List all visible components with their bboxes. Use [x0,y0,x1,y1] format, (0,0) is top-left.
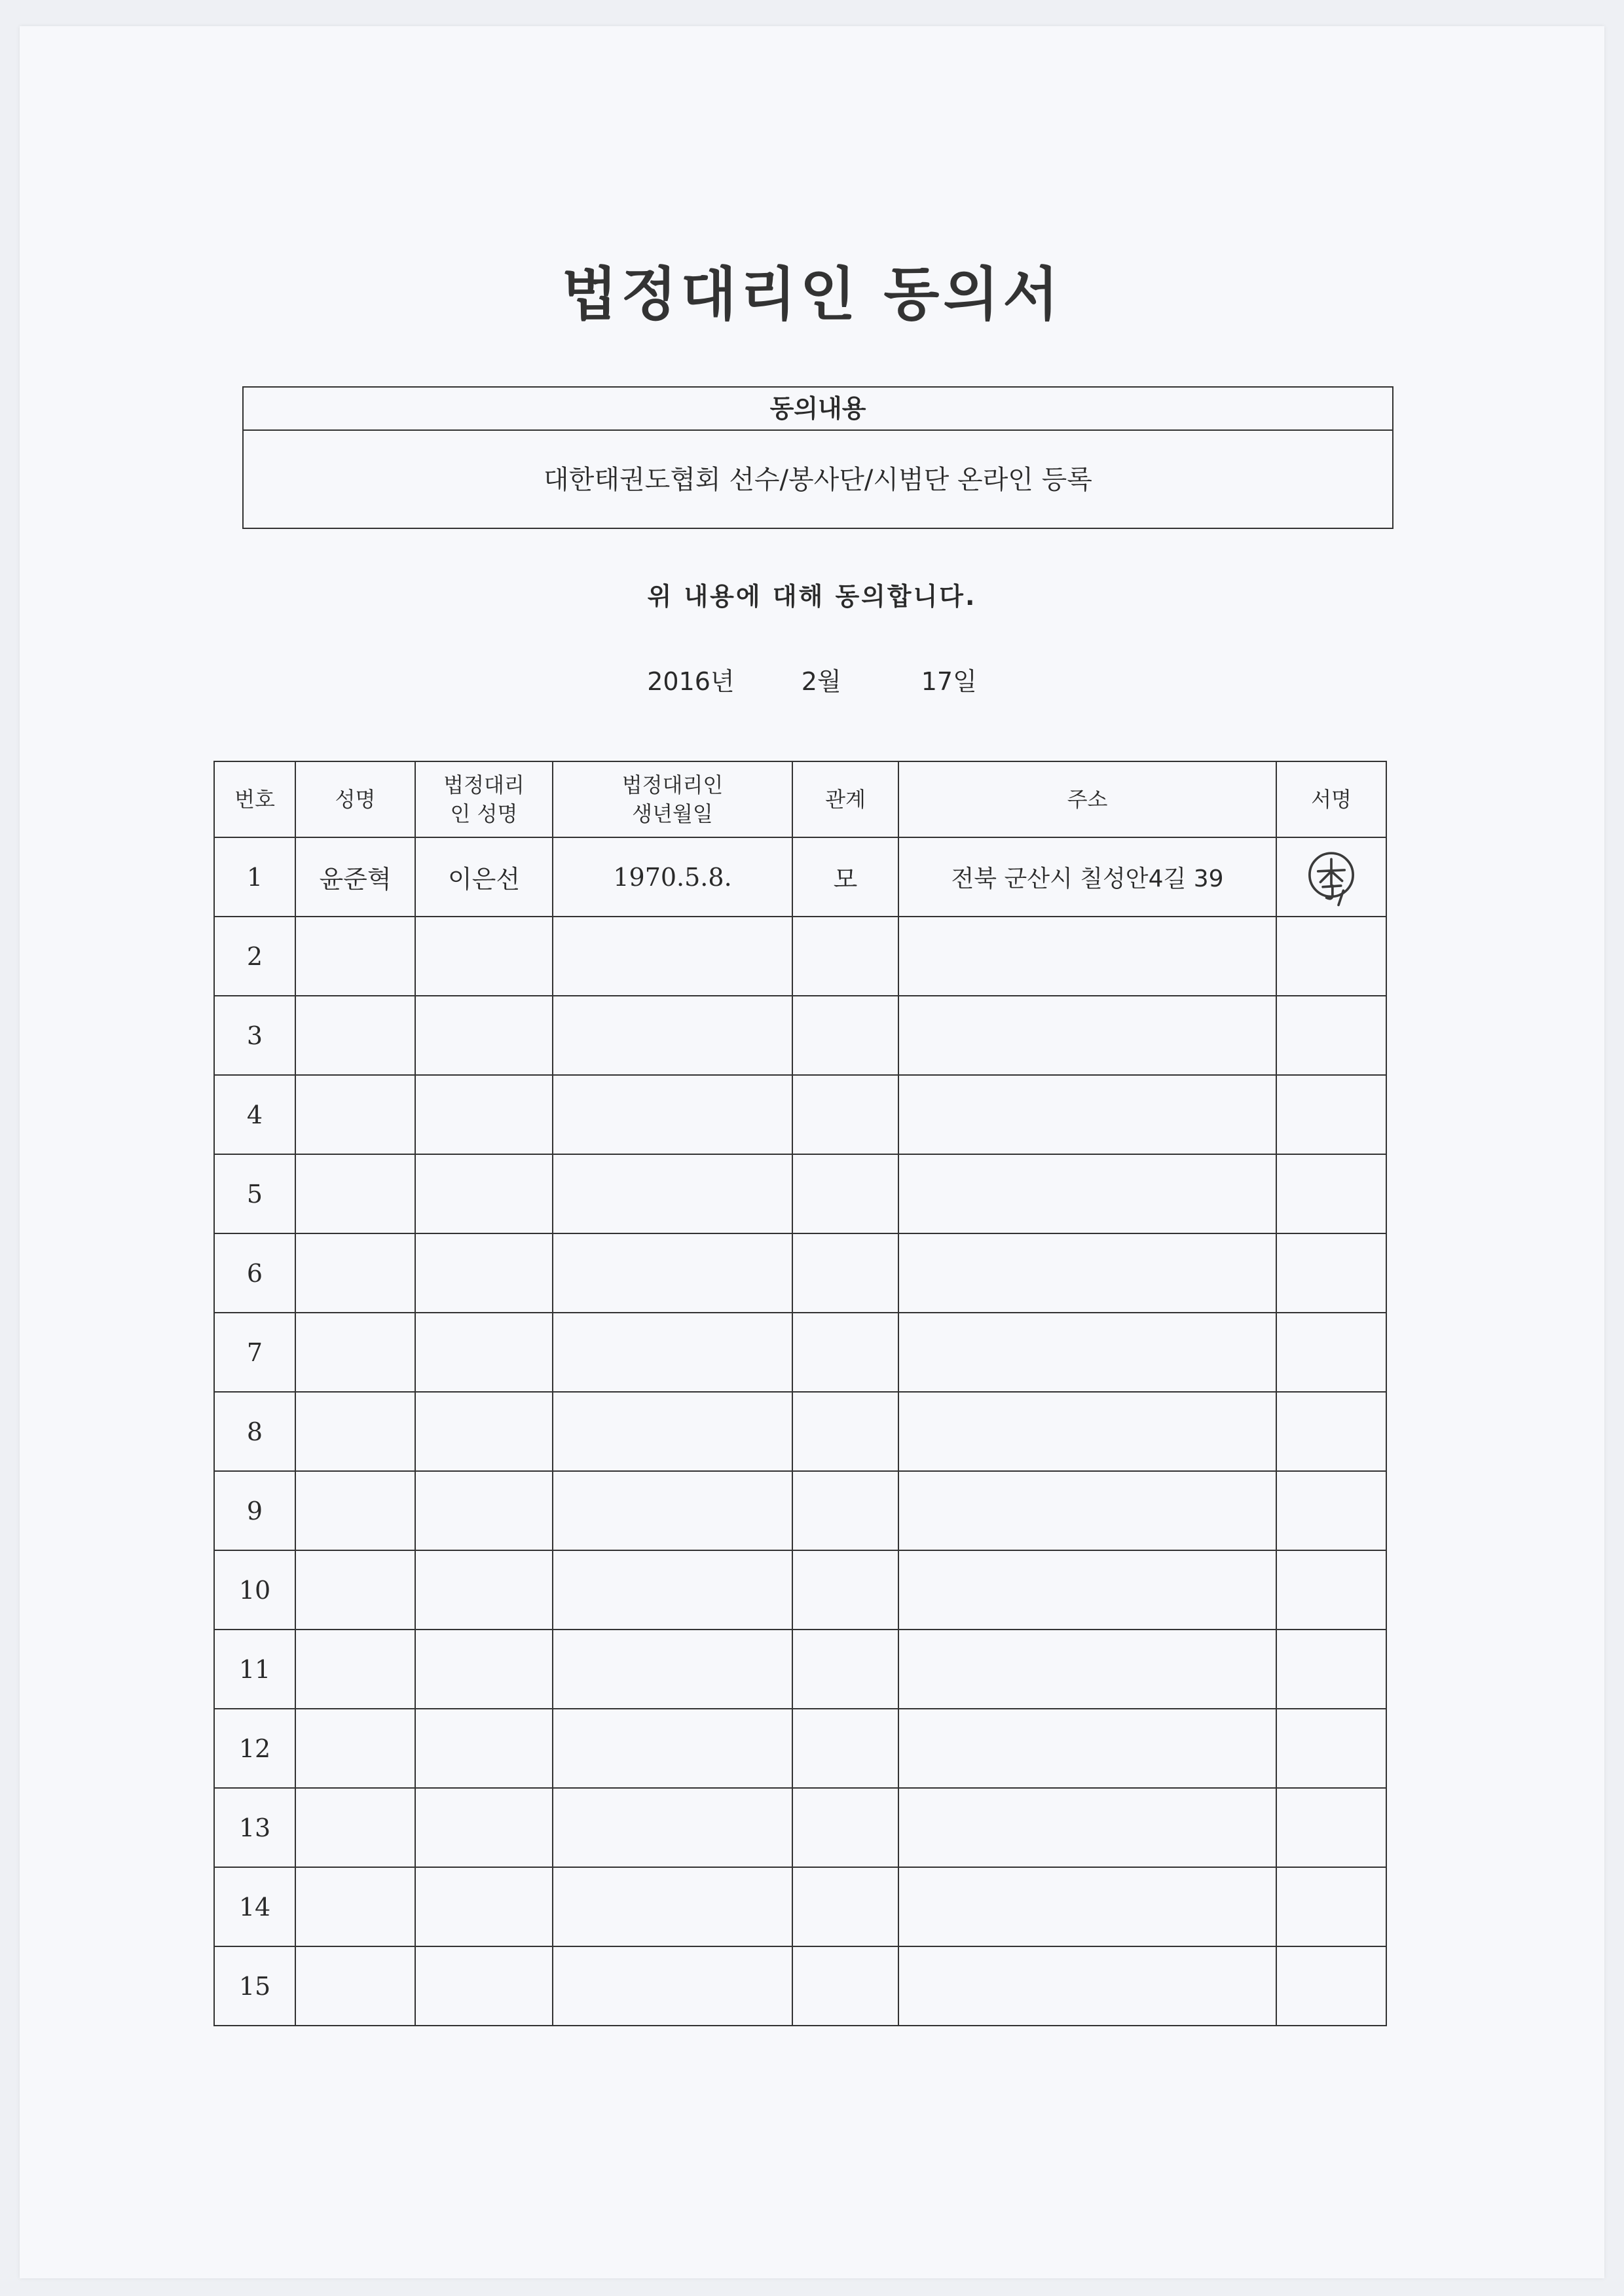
cell-signature [1276,996,1386,1075]
cell-relation: 모 [792,837,898,917]
header-guardian-name-text: 법정대리인 성명 [443,773,525,826]
table-row [214,996,1386,1075]
header-address: 주소 [898,761,1276,837]
cell-name [295,1392,415,1471]
cell-guardian-birth [553,1630,792,1709]
cell-address: 전북 군산시 칠성안4길 39 [898,837,1276,917]
cell-signature [1276,1867,1386,1946]
cell-relation [792,1867,898,1946]
cell-guardian-name [415,1392,553,1471]
cell-signature [1276,1550,1386,1630]
cell-name [295,1550,415,1630]
cell-guardian-name [415,917,553,996]
cell-name [295,1313,415,1392]
table-row [214,1946,1386,2026]
cell-name: 윤준혁 [295,837,415,917]
table-row [214,1154,1386,1233]
cell-guardian-name: 이은선 [415,837,553,917]
cell-name [295,1075,415,1154]
cell-address [898,1630,1276,1709]
cell-guardian-birth [553,996,792,1075]
cell-guardian-birth [553,1075,792,1154]
cell-guardian-birth [553,1946,792,2026]
cell-guardian-birth [553,1788,792,1867]
cell-signature [1276,1154,1386,1233]
cell-signature [1276,1075,1386,1154]
cell-signature [1276,1392,1386,1471]
cell-guardian-name [415,1075,553,1154]
cell-signature [1276,1313,1386,1392]
date-day: 17일 [921,667,977,696]
cell-name [295,1867,415,1946]
date-year: 2016년 [647,667,735,696]
cell-name [295,1788,415,1867]
consent-text: 대한태권도협회 선수/봉사단/시범단 온라인 등록 [544,465,1092,495]
cell-address [898,996,1276,1075]
cell-name [295,917,415,996]
cell-relation [792,1709,898,1788]
table-row [214,1867,1386,1946]
cell-signature [1276,917,1386,996]
table-row [214,1471,1386,1550]
header-relation: 관계 [792,761,898,837]
consent-box [242,386,1393,529]
cell-no: 5 [214,1154,295,1233]
table-row [214,917,1386,996]
agree-statement: 위 내용에 대해 동의합니다. [647,582,977,611]
cell-address [898,1313,1276,1392]
cell-name [295,1630,415,1709]
table-row [214,1233,1386,1313]
cell-guardian-birth: 1970.5.8. [553,837,792,917]
cell-relation [792,1550,898,1630]
signature-seal [1301,847,1361,907]
cell-name [295,1946,415,2026]
cell-signature [1276,837,1386,917]
cell-no: 10 [214,1550,295,1630]
header-guardian-birth [553,761,792,837]
cell-signature [1276,1471,1386,1550]
cell-guardian-name [415,1471,553,1550]
consent-header: 동의내용 [244,388,1392,431]
table-header-row [214,761,1386,837]
cell-name [295,996,415,1075]
cell-no: 7 [214,1313,295,1392]
cell-relation [792,1946,898,2026]
table-row [214,1313,1386,1392]
cell-guardian-name [415,1867,553,1946]
cell-guardian-name [415,996,553,1075]
cell-address [898,1867,1276,1946]
cell-no: 2 [214,917,295,996]
table-body [214,837,1386,2026]
cell-address [898,1154,1276,1233]
table-row [214,1550,1386,1630]
cell-address [898,1550,1276,1630]
cell-guardian-name [415,1550,553,1630]
cell-guardian-birth [553,1550,792,1630]
cell-guardian-name [415,1946,553,2026]
header-guardian-birth-text: 법정대리인 생년월일 [621,773,724,826]
cell-address [898,917,1276,996]
cell-relation [792,1471,898,1550]
header-no: 번호 [214,761,295,837]
date-line [0,661,1624,697]
cell-relation [792,1630,898,1709]
cell-guardian-birth [553,1709,792,1788]
cell-no: 6 [214,1233,295,1313]
cell-guardian-name [415,1313,553,1392]
cell-address [898,1788,1276,1867]
date-month: 2월 [801,667,841,696]
cell-guardian-birth [553,1392,792,1471]
cell-guardian-name [415,1233,553,1313]
cell-signature [1276,1233,1386,1313]
cell-signature [1276,1709,1386,1788]
cell-relation [792,1392,898,1471]
table-row [214,1709,1386,1788]
cell-name [295,1709,415,1788]
cell-no: 13 [214,1788,295,1867]
cell-relation [792,996,898,1075]
cell-guardian-birth [553,1313,792,1392]
cell-address [898,1075,1276,1154]
guardian-table [213,761,1387,2026]
cell-guardian-birth [553,1154,792,1233]
cell-address [898,1392,1276,1471]
table-row [214,1075,1386,1154]
cell-no: 11 [214,1630,295,1709]
cell-no: 1 [214,837,295,917]
cell-no: 8 [214,1392,295,1471]
cell-name [295,1154,415,1233]
cell-signature [1276,1630,1386,1709]
header-name: 성명 [295,761,415,837]
cell-name [295,1471,415,1550]
cell-no: 4 [214,1075,295,1154]
cell-relation [792,1154,898,1233]
table-row [214,837,1386,917]
cell-no: 12 [214,1709,295,1788]
cell-relation [792,1313,898,1392]
cell-guardian-name [415,1154,553,1233]
cell-guardian-birth [553,1233,792,1313]
cell-address [898,1709,1276,1788]
cell-address [898,1233,1276,1313]
cell-guardian-name [415,1630,553,1709]
header-signature: 서명 [1276,761,1386,837]
cell-relation [792,1233,898,1313]
cell-no: 3 [214,996,295,1075]
document-title: 법정대리인 동의서 [561,260,1063,328]
table-row [214,1392,1386,1471]
cell-relation [792,1788,898,1867]
cell-name [295,1233,415,1313]
cell-no: 9 [214,1471,295,1550]
cell-guardian-birth [553,1471,792,1550]
cell-guardian-name [415,1788,553,1867]
cell-signature [1276,1788,1386,1867]
cell-address [898,1946,1276,2026]
cell-address [898,1471,1276,1550]
cell-no: 15 [214,1946,295,2026]
cell-no: 14 [214,1867,295,1946]
header-guardian-name [415,761,553,837]
cell-relation [792,917,898,996]
cell-relation [792,1075,898,1154]
table-row [214,1630,1386,1709]
table-row [214,1788,1386,1867]
cell-signature [1276,1946,1386,2026]
cell-guardian-birth [553,917,792,996]
cell-guardian-name [415,1709,553,1788]
cell-guardian-birth [553,1867,792,1946]
